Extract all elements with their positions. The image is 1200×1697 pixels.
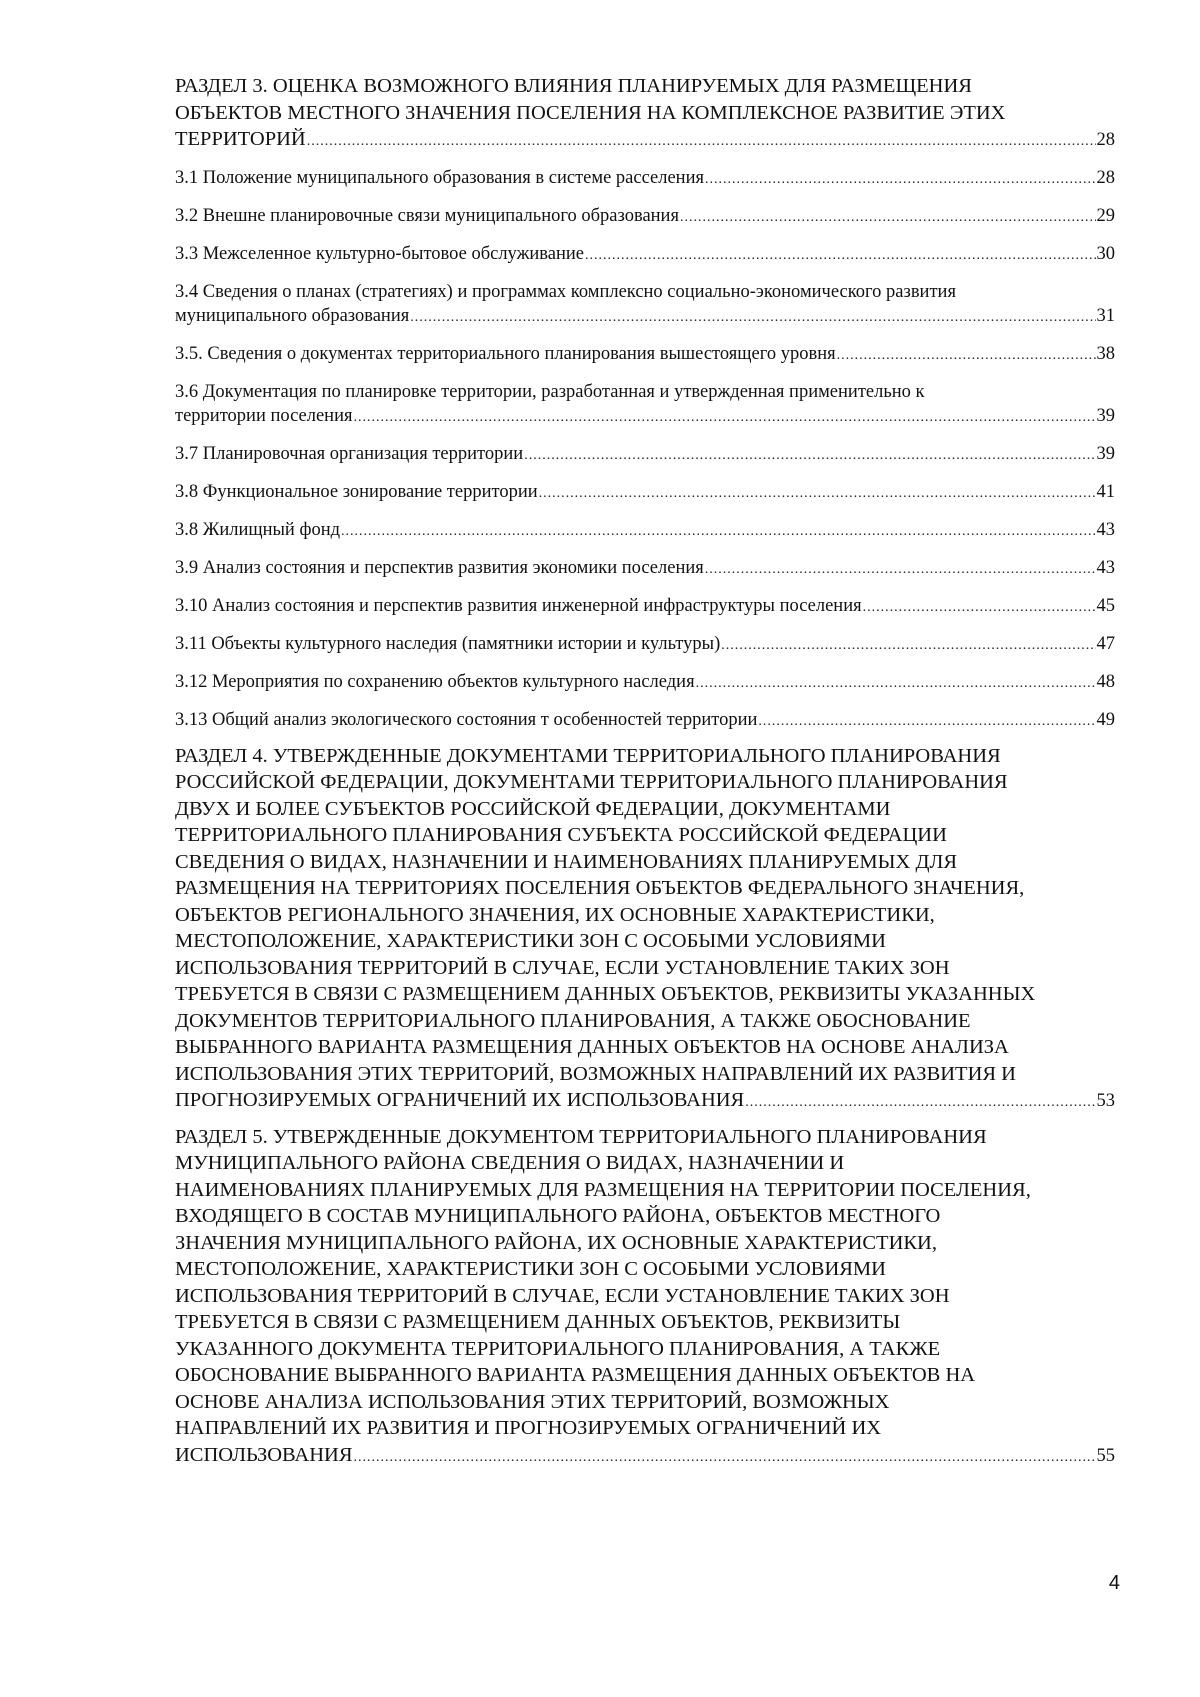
toc-entry-line: ОБЪЕКТОВ РЕГИОНАЛЬНОГО ЗНАЧЕНИЯ, ИХ ОСНОВНЫЕ ХАРАКТЕРИСТИКИ, — [175, 903, 935, 926]
toc-entry-last-line — [175, 166, 1115, 192]
toc-entry-line: ОСНОВЕ АНАЛИЗА ИСПОЛЬЗОВАНИЯ ЭТИХ ТЕРРИТОРИЙ, ВОЗМОЖНЫХ — [175, 1390, 890, 1413]
toc-page-ref: 41 — [1096, 481, 1115, 502]
dot-leader — [745, 1090, 1095, 1117]
toc-page-ref: 31 — [1096, 305, 1115, 326]
toc-section-5[interactable] — [175, 1121, 1115, 1476]
toc-entry-title: 3.3 Межселенное культурно-бытовое обслуживание — [175, 243, 584, 264]
dot-leader — [863, 596, 1096, 620]
toc-entry-title: 3.8 Жилищный фонд — [175, 519, 341, 540]
toc-entry-title: 3.12 Мероприятия по сохранению объектов культурного наследия — [175, 671, 695, 692]
toc-entry-line: ОБОСНОВАНИЕ ВЫБРАННОГО ВАРИАНТА РАЗМЕЩЕНИЯ ДАННЫХ ОБЪЕКТОВ НА — [175, 1364, 976, 1386]
toc-entry-last-line — [175, 670, 1115, 696]
toc-entry-last-line — [175, 342, 1115, 368]
toc-entry-line: РАЗДЕЛ 5. УТВЕРЖДЕННЫЕ ДОКУМЕНТОМ ТЕРРИТОРИАЛЬНОГО ПЛАНИРОВАНИЯ — [175, 1125, 987, 1148]
dot-leader — [705, 558, 1096, 582]
toc-section-3[interactable] — [175, 70, 1115, 160]
toc-page-ref: 38 — [1096, 343, 1115, 364]
toc-subsection[interactable] — [175, 702, 1115, 740]
toc-page-ref: 28 — [1096, 167, 1115, 188]
toc-section-4[interactable] — [175, 740, 1115, 1121]
toc-subsection[interactable] — [175, 474, 1115, 512]
toc-entry-title: 3.8 Функциональное зонирование территории — [175, 481, 538, 502]
toc-entry-title: 3.1 Положение муниципального образования в системе расселения — [175, 167, 704, 188]
dot-leader — [353, 406, 1095, 430]
toc-entry-line: 3.6 Документация по планировке территории, разработанная и утвержденная применительно к — [175, 381, 925, 402]
dot-leader — [585, 244, 1096, 268]
dot-leader — [341, 520, 1095, 544]
toc-entry-last-line — [175, 204, 1115, 230]
toc-entry-line: МУНИЦИПАЛЬНОГО РАЙОНА СВЕДЕНИЯ О ВИДАХ, НАЗНАЧЕНИИ И — [175, 1152, 845, 1174]
toc-page-ref: 48 — [1096, 671, 1115, 692]
toc-entry-line: ДОКУМЕНТОВ ТЕРРИТОРИАЛЬНОГО ПЛАНИРОВАНИЯ, А ТАКЖЕ ОБОСНОВАНИЕ — [175, 1009, 971, 1032]
toc-entry-line: МЕСТОПОЛОЖЕНИЕ, ХАРАКТЕРИСТИКИ ЗОН С ОСОБЫМИ УСЛОВИЯМИ — [175, 1258, 886, 1280]
toc-entry-last-line — [175, 1087, 1115, 1117]
toc-entry-title: 3.10 Анализ состояния и перспектив развития инженерной инфраструктуры поселения — [175, 595, 862, 616]
toc-entry-line: ТЕРРИТОРИАЛЬНОГО ПЛАНИРОВАНИЯ СУБЪЕКТА РОССИЙСКОЙ ФЕДЕРАЦИИ — [175, 824, 947, 846]
toc-entry-line: ИСПОЛЬЗОВАНИЯ ТЕРРИТОРИЙ В СЛУЧАЕ, ЕСЛИ УСТАНОВЛЕНИЕ ТАКИХ ЗОН — [175, 956, 950, 979]
toc-entry-last-line — [175, 304, 1115, 330]
toc-page-ref: 39 — [1096, 405, 1115, 426]
toc-page-ref: 29 — [1096, 205, 1115, 226]
toc-entry-line: ВЫБРАННОГО ВАРИАНТА РАЗМЕЩЕНИЯ ДАННЫХ ОБЪЕКТОВ НА ОСНОВЕ АНАЛИЗА — [175, 1036, 1009, 1058]
table-of-contents — [175, 70, 1115, 1475]
toc-entry-title: территории поселения — [175, 405, 353, 426]
dot-leader — [354, 1445, 1096, 1472]
toc-subsection[interactable] — [175, 374, 1115, 436]
toc-entry-last-line — [175, 556, 1115, 582]
toc-entry-line: СВЕДЕНИЯ О ВИДАХ, НАЗНАЧЕНИИ И НАИМЕНОВАНИЯХ ПЛАНИРУЕМЫХ ДЛЯ — [175, 850, 958, 873]
toc-subsection[interactable] — [175, 236, 1115, 274]
toc-entry-line: МЕСТОПОЛОЖЕНИЕ, ХАРАКТЕРИСТИКИ ЗОН С ОСОБЫМИ УСЛОВИЯМИ — [175, 930, 886, 952]
toc-subsection[interactable] — [175, 436, 1115, 474]
toc-entry-line: РАЗМЕЩЕНИЯ НА ТЕРРИТОРИЯХ ПОСЕЛЕНИЯ ОБЪЕКТОВ ФЕДЕРАЛЬНОГО ЗНАЧЕНИЯ, — [175, 877, 1025, 899]
toc-subsection[interactable] — [175, 198, 1115, 236]
toc-page-ref: 49 — [1096, 709, 1115, 730]
toc-entry-title: 3.5. Сведения о документах территориального планирования вышестоящего уровня — [175, 343, 836, 364]
toc-entry-line: ОБЪЕКТОВ МЕСТНОГО ЗНАЧЕНИЯ ПОСЕЛЕНИЯ НА КОМПЛЕКСНОЕ РАЗВИТИЕ ЭТИХ — [175, 101, 1006, 124]
toc-entry-last-line — [175, 126, 1115, 156]
toc-page-ref: 30 — [1096, 243, 1115, 264]
toc-entry-line: РОССИЙСКОЙ ФЕДЕРАЦИИ, ДОКУМЕНТАМИ ТЕРРИТОРИАЛЬНОГО ПЛАНИРОВАНИЯ — [175, 771, 1008, 793]
toc-subsection[interactable] — [175, 160, 1115, 198]
toc-entry-last-line — [175, 708, 1115, 734]
toc-entry-line: ВХОДЯЩЕГО В СОСТАВ МУНИЦИПАЛЬНОГО РАЙОНА, ОБЪЕКТОВ МЕСТНОГО — [175, 1205, 941, 1227]
toc-entry-line: НАИМЕНОВАНИЯХ ПЛАНИРУЕМЫХ ДЛЯ РАЗМЕЩЕНИЯ НА ТЕРРИТОРИИ ПОСЕЛЕНИЯ, — [175, 1178, 1031, 1201]
dot-leader — [758, 710, 1095, 734]
toc-entry-title: муниципального образования — [175, 305, 410, 326]
toc-subsection[interactable] — [175, 550, 1115, 588]
dot-leader — [721, 634, 1095, 658]
dot-leader — [837, 344, 1096, 368]
dot-leader — [307, 129, 1096, 156]
toc-entry-line: РАЗДЕЛ 3. ОЦЕНКА ВОЗМОЖНОГО ВЛИЯНИЯ ПЛАНИРУЕМЫХ ДЛЯ РАЗМЕЩЕНИЯ — [175, 75, 972, 97]
toc-subsection[interactable] — [175, 588, 1115, 626]
toc-page-ref: 45 — [1096, 595, 1115, 616]
toc-page-ref: 47 — [1096, 633, 1115, 654]
toc-entry-line: ЗНАЧЕНИЯ МУНИЦИПАЛЬНОГО РАЙОНА, ИХ ОСНОВНЫЕ ХАРАКТЕРИСТИКИ, — [175, 1231, 937, 1254]
toc-entry-last-line — [175, 404, 1115, 430]
toc-page-ref: 39 — [1096, 443, 1115, 464]
toc-page-ref: 28 — [1096, 130, 1115, 150]
toc-subsection[interactable] — [175, 274, 1115, 336]
toc-entry-title: 3.13 Общий анализ экологического состояния т особенностей территории — [175, 709, 758, 730]
toc-entry-line: ИСПОЛЬЗОВАНИЯ ТЕРРИТОРИЙ В СЛУЧАЕ, ЕСЛИ УСТАНОВЛЕНИЕ ТАКИХ ЗОН — [175, 1284, 950, 1307]
dot-leader — [705, 168, 1096, 192]
dot-leader — [680, 206, 1096, 230]
toc-entry-last-line — [175, 242, 1115, 268]
toc-entry-last-line — [175, 594, 1115, 620]
toc-subsection[interactable] — [175, 626, 1115, 664]
toc-entry-title: ТЕРРИТОРИЙ — [175, 128, 306, 150]
toc-page-ref: 53 — [1096, 1091, 1115, 1111]
toc-entry-last-line — [175, 1442, 1115, 1472]
toc-entry-title: ИСПОЛЬЗОВАНИЯ — [175, 1443, 353, 1466]
toc-entry-title: 3.2 Внешне планировочные связи муниципального образования — [175, 205, 679, 226]
dot-leader — [410, 306, 1095, 330]
toc-entry-last-line — [175, 632, 1115, 658]
toc-entry-line: РАЗДЕЛ 4. УТВЕРЖДЕННЫЕ ДОКУМЕНТАМИ ТЕРРИТОРИАЛЬНОГО ПЛАНИРОВАНИЯ — [175, 744, 1001, 767]
toc-entry-last-line — [175, 442, 1115, 468]
toc-page-ref: 43 — [1096, 519, 1115, 540]
toc-entry-line: ДВУХ И БОЛЕЕ СУБЪЕКТОВ РОССИЙСКОЙ ФЕДЕРАЦИИ, ДОКУМЕНТАМИ — [175, 797, 891, 820]
toc-entry-line: 3.4 Сведения о планах (стратегиях) и программах комплексно социально-экономического развития — [175, 281, 956, 302]
page-number: 4 — [1108, 1572, 1120, 1594]
toc-entry-title: ПРОГНОЗИРУЕМЫХ ОГРАНИЧЕНИЙ ИХ ИСПОЛЬЗОВАНИЯ — [175, 1089, 745, 1111]
toc-subsection[interactable] — [175, 336, 1115, 374]
toc-entry-title: 3.9 Анализ состояния и перспектив развития экономики поселения — [175, 557, 704, 578]
toc-entry-title: 3.7 Планировочная организация территории — [175, 443, 524, 464]
dot-leader — [524, 444, 1095, 468]
toc-page-ref: 43 — [1096, 557, 1115, 578]
toc-entry-line: ТРЕБУЕТСЯ В СВЯЗИ С РАЗМЕЩЕНИЕМ ДАННЫХ ОБЪЕКТОВ, РЕКВИЗИТЫ — [175, 1311, 901, 1333]
toc-entry-last-line — [175, 480, 1115, 506]
toc-entries — [175, 70, 1115, 1475]
toc-page-ref: 55 — [1096, 1445, 1115, 1466]
toc-entry-title: 3.11 Объекты культурного наследия (памятники истории и культуры) — [175, 633, 721, 654]
dot-leader — [696, 672, 1096, 696]
toc-entry-last-line — [175, 518, 1115, 544]
toc-entry-line: ИСПОЛЬЗОВАНИЯ ЭТИХ ТЕРРИТОРИЙ, ВОЗМОЖНЫХ НАПРАВЛЕНИЙ ИХ РАЗВИТИЯ И — [175, 1062, 1016, 1085]
toc-subsection[interactable] — [175, 512, 1115, 550]
toc-entry-line: НАПРАВЛЕНИЙ ИХ РАЗВИТИЯ И ПРОГНОЗИРУЕМЫХ ОГРАНИЧЕНИЙ ИХ — [175, 1417, 882, 1439]
toc-entry-line: ТРЕБУЕТСЯ В СВЯЗИ С РАЗМЕЩЕНИЕМ ДАННЫХ ОБЪЕКТОВ, РЕКВИЗИТЫ УКАЗАННЫХ — [175, 983, 1036, 1005]
toc-subsection[interactable] — [175, 664, 1115, 702]
dot-leader — [539, 482, 1096, 506]
toc-entry-line: УКАЗАННОГО ДОКУМЕНТА ТЕРРИТОРИАЛЬНОГО ПЛАНИРОВАНИЯ, А ТАКЖЕ — [175, 1337, 941, 1360]
